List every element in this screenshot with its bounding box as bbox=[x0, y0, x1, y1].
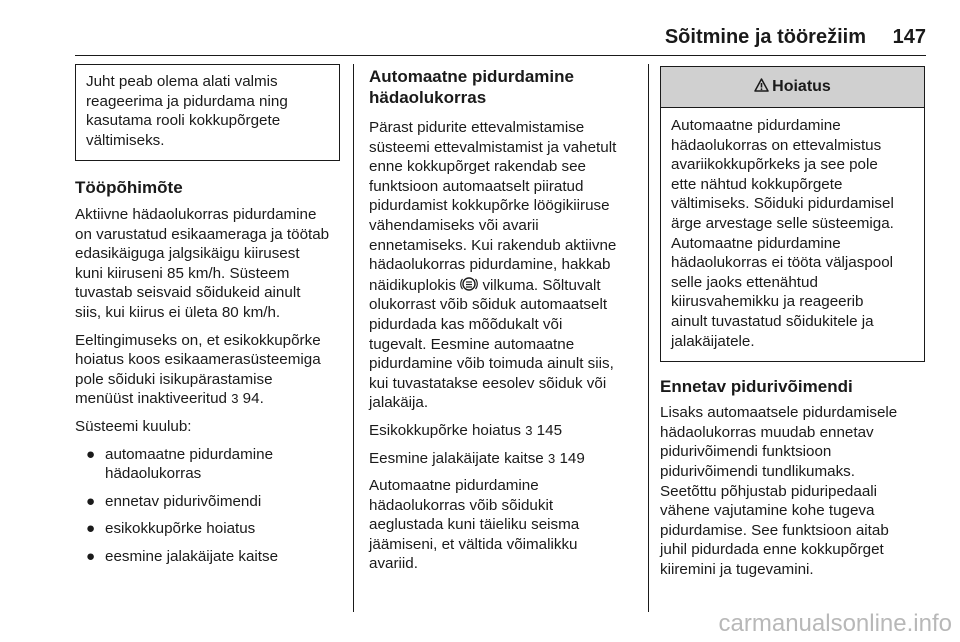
column-1 bbox=[75, 64, 340, 575]
note-box: Juht peab olema alati valmis reageerima ja pidurdama ning kasutama rooli kokkupõrgete vältimiseks. bbox=[75, 64, 340, 161]
paragraph: Pärast pidurite ettevalmistamise süsteemi ettevalmistamist ja vahetult enne kokkupõrget rakendab see funktsioon automaatselt piiratud pidurdamist kokkupõrke löögikiiruse vähendamiseks või avarii ennetamiseks. Kui rakendub aktiivne hädaolukorras pidurdamine, hakkab näidikuplokis vilkuma. Sõltuvalt olukorrast võib sõiduk automaatselt pidurdada kas mõõdukalt või tugevalt. Eesmine automaatne pidurdamine võib toimuda ainult siis, kui tuvastatakse eesolev sõiduk või jalakäija. bbox=[369, 119, 617, 412]
list-item: ● esikokkupõrke hoiatus bbox=[86, 520, 256, 538]
page-reference: 145 bbox=[536, 421, 563, 439]
column-2 bbox=[369, 66, 634, 582]
column-divider-2 bbox=[648, 64, 649, 612]
section-heading-principle: Tööpõhimõte bbox=[75, 178, 183, 197]
warning-header bbox=[661, 67, 924, 108]
paragraph: Automaatne pidurdamine hädaolukorras võib sõidukit aeglustada kuni täieliku seisma jäämiseni, et vältida võimalikku avariid. bbox=[369, 477, 580, 573]
header-rule bbox=[75, 55, 926, 57]
cross-reference: Eesmine jalakäijate kaitse 3 149 bbox=[369, 449, 585, 467]
reference-arrow-icon: 3 bbox=[547, 450, 556, 466]
watermark: carmanualsonline.info bbox=[718, 610, 952, 637]
column-3 bbox=[660, 66, 925, 587]
warning-title: Hoiatus bbox=[772, 78, 831, 95]
list-item: ● automaatne pidurdamine hädaolukorras bbox=[86, 445, 274, 483]
page-number: 147 bbox=[892, 26, 926, 48]
paragraph: Süsteemi kuulub: bbox=[75, 417, 192, 435]
paragraph: Lisaks automaatsele pidurdamisele hädaolukorras muudab ennetav pidurivõimendi funktsioon pidurivõimendi tundlikumaks. Seetõttu põhjustab piduripedaali vähene vajutamine kohe tugeva pidurdamise. See funktsioon aitab juhil pidurdada enne kokkupõrget kiiremini ja tugevamini. bbox=[660, 404, 898, 578]
page-header bbox=[75, 22, 926, 56]
warning-text: Automaatne pidurdamine hädaolukorras on ettevalmistus avariikokkupõrkeks ja see pole ette nähtud kokkupõrgete vältimiseks. Sõiduki pidurdamisel ärge arvestage selle süsteemiga. Automaatne pidurdamine hädaolukorras ei tööta väljaspool selle jaoks ettenähtud kiirusvahemikku ja reageerib ainult tuvastatud sõidukitele ja jalakäijatele. bbox=[671, 117, 894, 350]
page-reference: 149 bbox=[559, 449, 585, 467]
page-reference: 94. bbox=[242, 390, 264, 408]
reference-arrow-icon: 3 bbox=[525, 422, 533, 438]
section-heading-brake-assist: Ennetav pidurivõimendi bbox=[660, 377, 853, 397]
column-divider-1 bbox=[353, 64, 354, 612]
list-item: ● eesmine jalakäijate kaitse bbox=[86, 547, 279, 565]
bullet-icon: ● bbox=[86, 445, 96, 463]
reference-arrow-icon: 3 bbox=[231, 391, 239, 407]
warning-triangle-icon bbox=[754, 78, 769, 92]
paragraph: Aktiivne hädaolukorras pidurdamine on varustatud esikaameraga ja töötab edasikäiguga jalgsikäigu kiirusest kuni kiiruseni 85 km/h. Süsteem tuvastab seisvaid sõidukeid ainult siis, kui kiirus ei ületa 80 km/h. bbox=[75, 206, 330, 321]
list-item: ● ennetav pidurivõimendi bbox=[86, 492, 262, 510]
feature-list bbox=[75, 445, 340, 567]
page-title: Sõitmine ja töörežiim bbox=[664, 26, 866, 48]
bullet-icon: ● bbox=[86, 520, 96, 538]
bullet-icon: ● bbox=[86, 547, 96, 565]
cross-reference: Esikokkupõrke hoiatus 3 145 bbox=[369, 421, 563, 439]
paragraph: Eeltingimuseks on, et esikokkupõrke hoiatus koos esikaamerasüsteemiga pole sõiduki isikupärastamise menüüst inaktiveeritud 3 94. bbox=[75, 331, 321, 408]
bullet-icon: ● bbox=[86, 492, 96, 510]
warning-box bbox=[660, 66, 925, 362]
section-heading-emergency-braking: Automaatne pidurdamine hädaolukorras bbox=[369, 67, 574, 107]
brake-warning-lamp-icon bbox=[460, 275, 478, 293]
